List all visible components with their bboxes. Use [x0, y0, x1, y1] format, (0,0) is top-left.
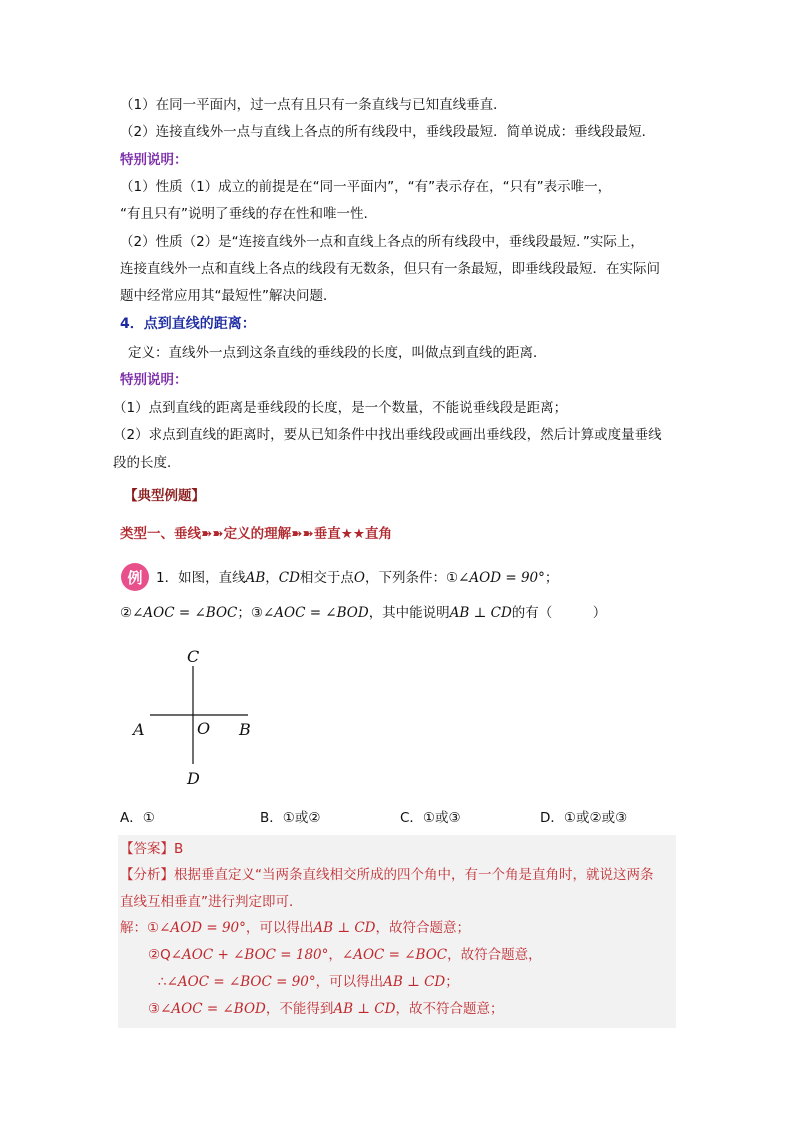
question-line-2: ②∠AOC = ∠BOC；③∠AOC = ∠BOD，其中能说明AB ⊥ CD的有（ ） — [120, 605, 607, 621]
choice-d[interactable]: D．①或②或③ — [540, 810, 628, 826]
label-d: D — [187, 769, 200, 788]
choice-a[interactable]: A．① — [120, 810, 155, 826]
note1-line-3: （2）性质（2）是“连接直线外一点和直线上各点的所有线段中，垂线段最短．”实际上， — [120, 234, 644, 250]
note1-line-4: 连接直线外一点和直线上各点的线段有无数条，但只有一条最短，即垂线段最短．在实际问 — [120, 261, 660, 277]
section-4-definition: 定义：直线外一点到这条直线的垂线段的长度，叫做点到直线的距离． — [128, 345, 547, 361]
note-heading-2: 特别说明： — [120, 372, 188, 388]
note-heading-1: 特别说明： — [120, 152, 188, 168]
label-c: C — [187, 647, 200, 666]
label-b: B — [239, 720, 251, 739]
analysis-line-1: 【分析】根据垂直定义“当两条直线相交所成的四个角中，有一个角是直角时，就说这两条 — [120, 867, 654, 883]
answer-choices — [120, 808, 680, 828]
analysis-line-2: 直线互相垂直”进行判定即可． — [120, 894, 303, 910]
solution-line-2: ②Q∠AOC + ∠BOC = 180°，∠AOC = ∠BOC，故符合题意， — [148, 947, 542, 963]
label-o: O — [197, 719, 211, 738]
question-line-1: 1．如图，直线AB，CD相交于点O，下列条件：①∠AOD = 90°； — [156, 570, 559, 586]
note2-line-1: （1）点到直线的距离是垂线段的长度，是一个数量，不能说垂线段是距离； — [113, 400, 568, 416]
property-1: （1）在同一平面内，过一点有且只有一条直线与已知直线垂直． — [120, 97, 507, 113]
example-badge: 例 — [121, 563, 149, 591]
answer-line: 【答案】B — [120, 841, 184, 857]
note2-line-3: 段的长度． — [113, 455, 181, 471]
section-4-title: 4．点到直线的距离： — [120, 316, 256, 332]
note1-line-2: “有且只有”说明了垂线的存在性和唯一性. — [120, 206, 368, 222]
solution-line-3: ∴∠AOC = ∠BOC = 90°，可以得出AB ⊥ CD； — [158, 974, 459, 990]
label-a: A — [133, 720, 145, 739]
solution-line-1: 解：①∠AOD = 90°，可以得出AB ⊥ CD，故符合题意； — [120, 920, 470, 936]
note1-line-5: 题中经常应用其“最短性”解决问题． — [120, 288, 337, 304]
perpendicular-lines-figure — [120, 640, 280, 800]
note2-line-2: （2）求点到直线的距离时，要从已知条件中找出垂线段或画出垂线段，然后计算或度量垂线 — [113, 427, 662, 443]
type-title: 类型一、垂线➽➽定义的理解➽➽垂直★★直角 — [120, 526, 392, 542]
note1-line-1: （1）性质（1）成立的前提是在“同一平面内”，“有”表示存在，“只有”表示唯一， — [120, 179, 612, 195]
choice-b[interactable]: B．①或② — [260, 810, 321, 826]
property-2: （2）连接直线外一点与直线上各点的所有线段中，垂线段最短．简单说成：垂线段最短． — [120, 124, 656, 140]
examples-header: 【典型例题】 — [124, 488, 205, 504]
solution-line-4: ③∠AOC = ∠BOD，不能得到AB ⊥ CD，故不符合题意； — [148, 1001, 504, 1017]
choice-c[interactable]: C．①或③ — [400, 810, 461, 826]
